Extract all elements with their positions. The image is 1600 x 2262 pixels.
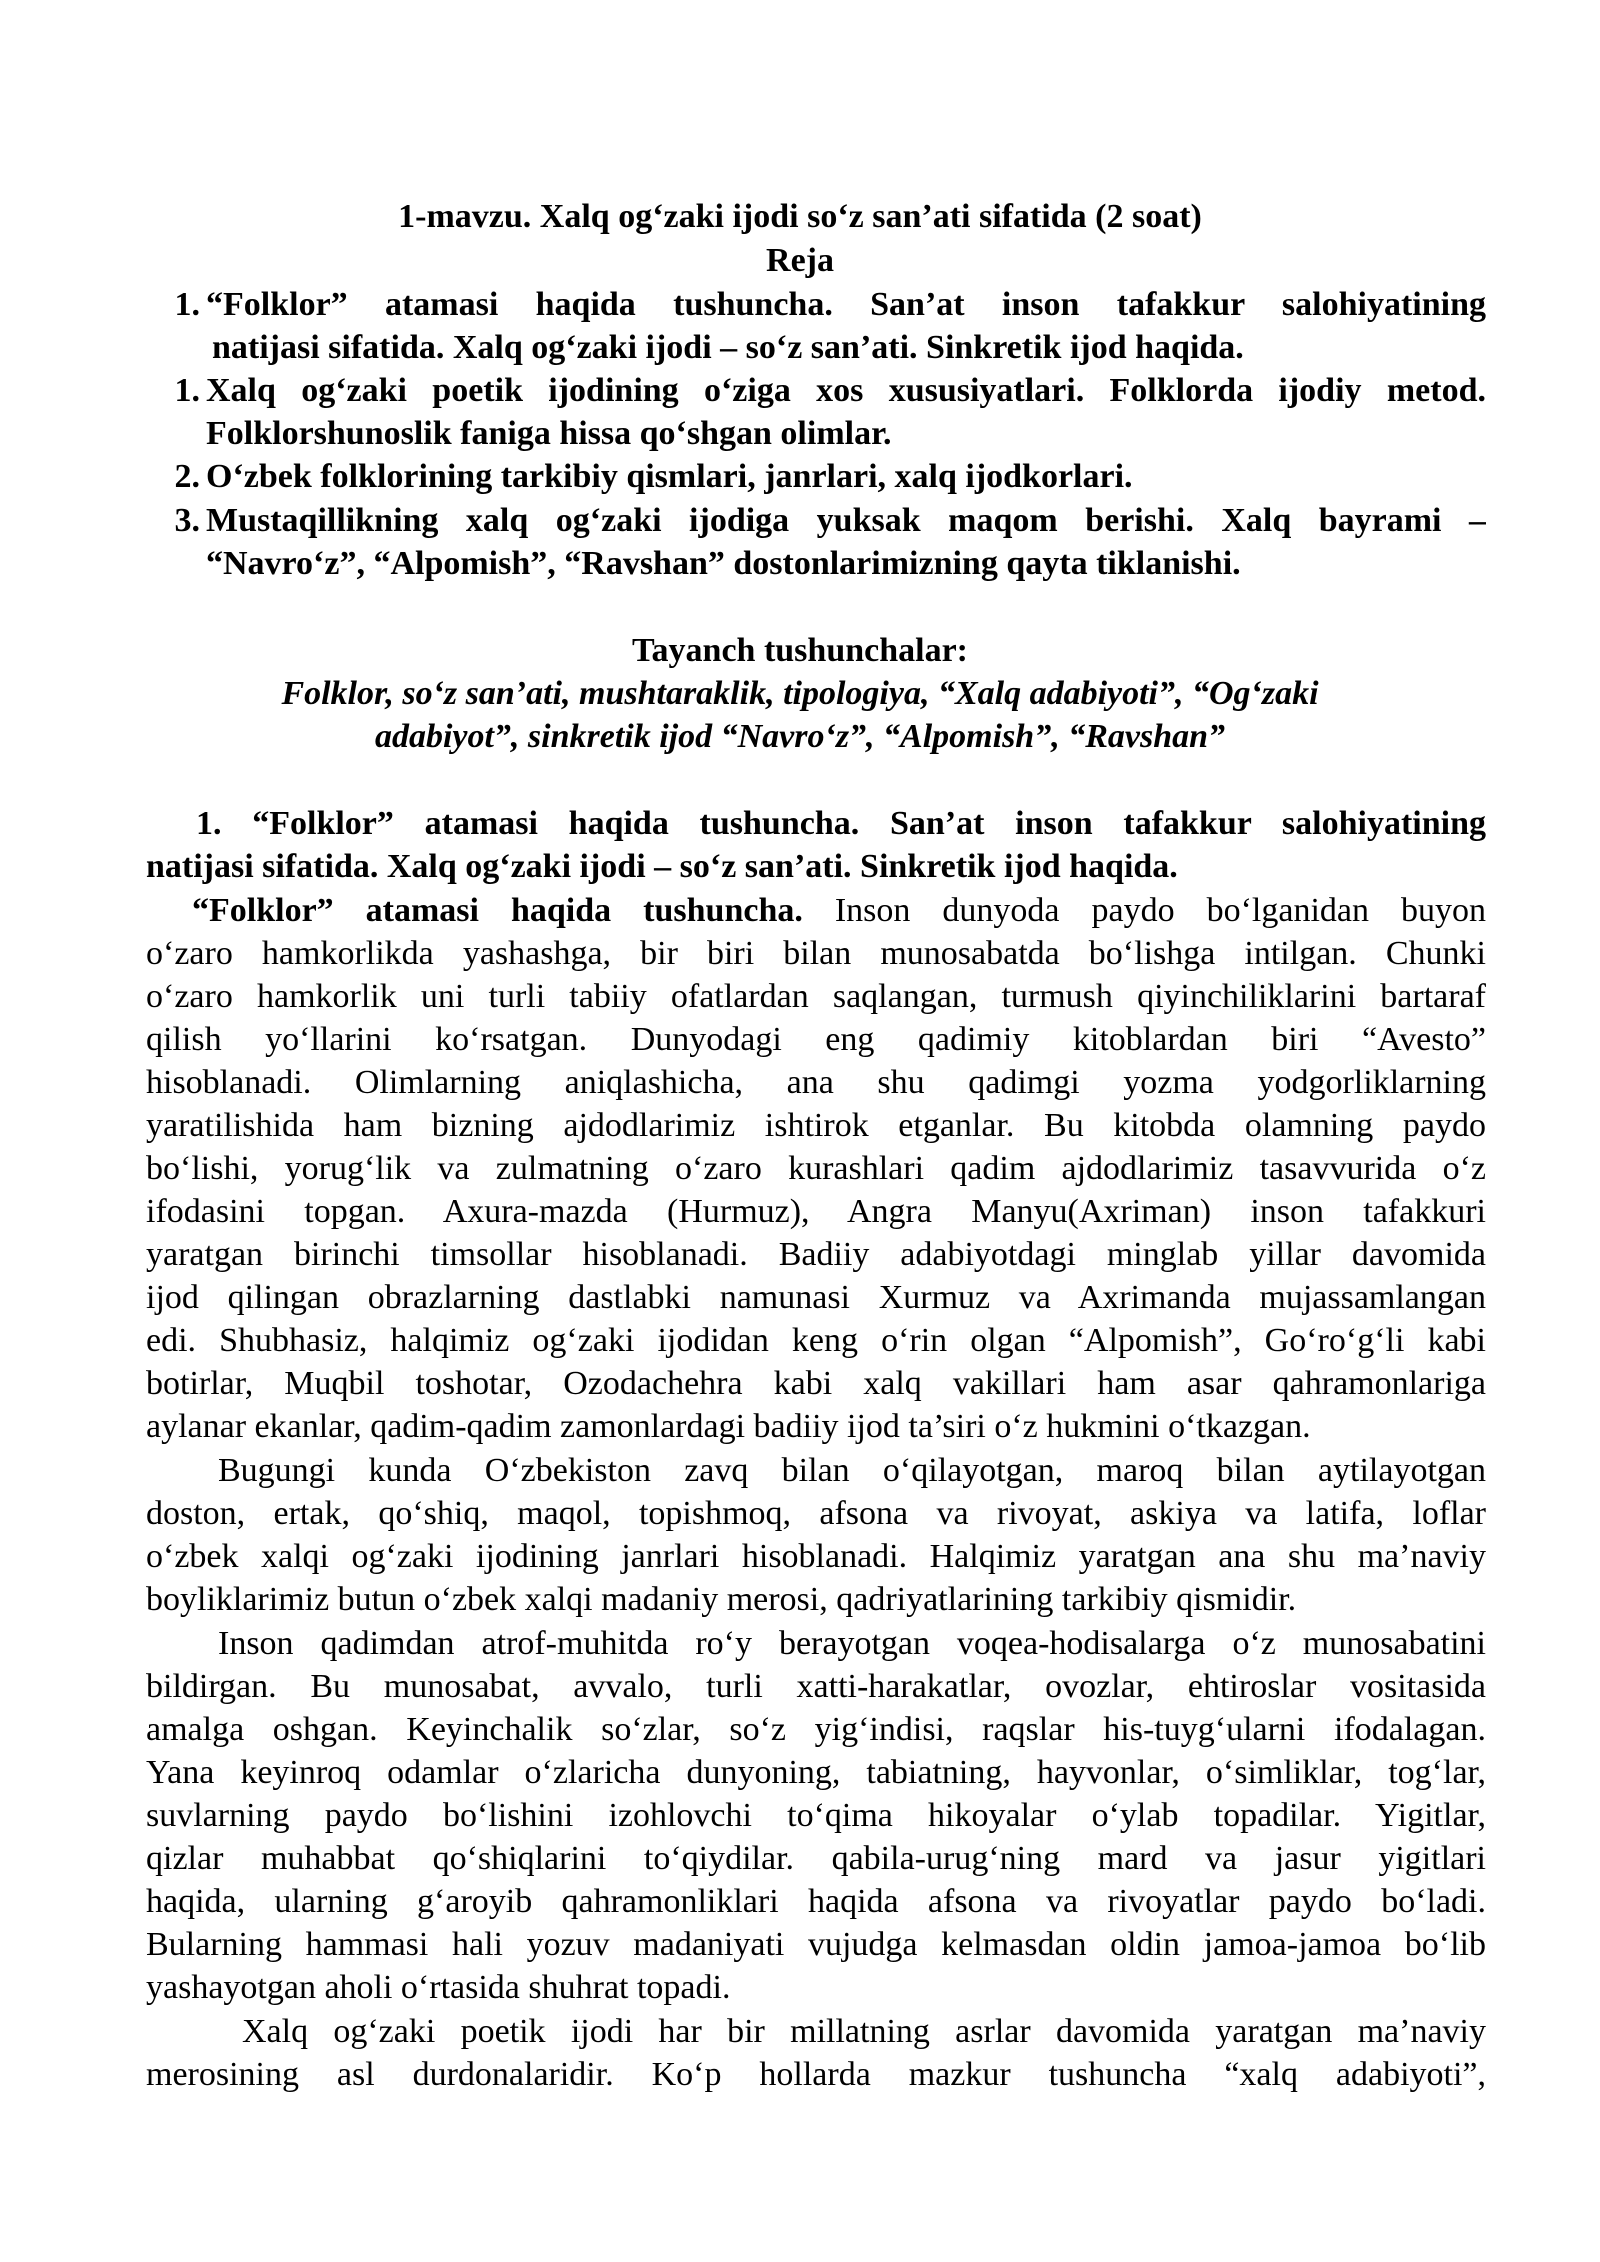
paragraph-line: doston, ertak, qo‘shiq, maqol, topishmoq, afsona va rivoyat, askiya va latifa, loflar [146,1495,1486,1532]
paragraph-line: o‘zaro hamkorlikda yashashga, bir biri bilan munosabatda bo‘lishga intilgan. Chunki [146,935,1486,972]
plan-item-number: 3. [174,502,200,539]
paragraph-line: merosining asl durdonalaridir. Ko‘p hollarda mazkur tushuncha “xalq adabiyoti”, [146,2056,1486,2093]
paragraph-line: o‘zaro hamkorlik uni turli tabiiy ofatlardan saqlangan, turmush qiyinchiliklarini bartaraf [146,978,1486,1015]
paragraph-line: bildirgan. Bu munosabat, avvalo, turli xatti-harakatlar, ovozlar, ehtiroslar vositasida [146,1668,1486,1705]
section-heading-text: “Folklor” atamasi haqida tushuncha. San’at inson tafakkur salohiyatining [252,805,1486,842]
section-number: 1. [196,805,222,842]
paragraph-line: o‘zbek xalqi og‘zaki ijodining janrlari hisoblanadi. Halqimiz yaratgan ana shu ma’naviy [146,1538,1486,1575]
section-heading-line2: natijasi sifatida. Xalq og‘zaki ijodi – so‘z san’ati. Sinkretik ijod haqida. [146,848,1178,885]
paragraph-line: Bugungi kunda O‘zbekiston zavq bilan o‘qilayotgan, maroq bilan aytilayotgan [218,1452,1486,1489]
plan-item-line: “Folklor” atamasi haqida tushuncha. San’at inson tafakkur salohiyatining [206,286,1486,323]
paragraph-line: edi. Shubhasiz, halqimiz og‘zaki ijodidan keng o‘rin olgan “Alpomish”, Go‘ro‘g‘li kabi [146,1322,1486,1359]
paragraph-line: ifodasini topgan. Axura-mazda (Hurmuz), Angra Manyu(Axriman) inson tafakkuri [146,1193,1486,1230]
paragraph-line: suvlarning paydo bo‘lishini izohlovchi to‘qima hikoyalar o‘ylab topadilar. Yigitlar, [146,1797,1486,1834]
plan-item-line: O‘zbek folklorining tarkibiy qismlari, janrlari, xalq ijodkorlari. [206,458,1133,495]
paragraph-line: botirlar, Muqbil toshotar, Ozodachehra kabi xalq vakillari ham asar qahramonlariga [146,1365,1486,1402]
paragraph-line: qizlar muhabbat qo‘shiqlarini to‘qiydilar. qabila-urug‘ning mard va jasur yigitlari [146,1840,1486,1877]
plan-item-number: 2. [174,458,200,495]
paragraph-line: amalga oshgan. Keyinchalik so‘zlar, so‘z yig‘indisi, raqslar his-tuyg‘ularni ifodalagan. [146,1711,1486,1748]
topic-title: 1-mavzu. Xalq og‘zaki ijodi so‘z san’ati sifatida (2 soat) [398,198,1202,235]
plan-item-line: Mustaqillikning xalq og‘zaki ijodiga yuksak maqom berishi. Xalq bayrami – [206,502,1486,539]
key-concepts-line: adabiyot”, sinkretik ijod “Navro‘z”, “Alpomish”, “Ravshan” [374,718,1226,755]
paragraph-line: Yana keyinroq odamlar o‘zlaricha dunyoning, tabiatning, hayvonlar, o‘simliklar, tog‘lar, [146,1754,1486,1791]
paragraph-first-line [192,892,1486,930]
plan-item-line: “Navro‘z”, “Alpomish”, “Ravshan” dostonlarimizning qayta tiklanishi. [206,545,1241,582]
paragraph-last-line: yashayotgan aholi o‘rtasida shuhrat topadi. [146,1969,731,2006]
plan-item-number: 1. [174,286,200,323]
plan-item-number: 1. [174,372,200,409]
plan-item-line: Folklorshunoslik faniga hissa qo‘shgan olimlar. [206,415,892,452]
paragraph-line: bo‘lishi, yorug‘lik va zulmatning o‘zaro kurashlari qadim ajdodlarimiz tasavvurida o‘z [146,1150,1486,1187]
paragraph-last-line: aylanar ekanlar, qadim-qadim zamonlardagi badiiy ijod ta’siri o‘z hukmini o‘tkazgan. [146,1408,1311,1445]
paragraph-line: yaratilishida ham bizning ajdodlarimiz ishtirok etganlar. Bu kitobda olamning paydo [146,1107,1486,1144]
paragraph-line: Inson qadimdan atrof-muhitda ro‘y berayotgan voqea-hodisalarga o‘z munosabatini [218,1625,1486,1662]
section-heading-line1 [196,805,1486,843]
paragraph-line: ijod qilingan obrazlarning dastlabki namunasi Xurmuz va Axrimanda mujassamlangan [146,1279,1486,1316]
paragraph-line: Bularning hammasi hali yozuv madaniyati vujudga kelmasdan oldin jamoa-jamoa bo‘lib [146,1926,1486,1963]
key-concepts-title: Tayanch tushunchalar: [631,632,968,669]
paragraph-line: qilish yo‘llarini ko‘rsatgan. Dunyodagi eng qadimiy kitoblardan biri “Avesto” [146,1021,1486,1058]
key-concepts-line: Folklor, so‘z san’ati, mushtaraklik, tipologiya, “Xalq adabiyoti”, “Og‘zaki [281,675,1319,712]
paragraph-lead-bold: “Folklor” atamasi haqida tushuncha. [192,892,803,929]
plan-item-line: natijasi sifatida. Xalq og‘zaki ijodi – so‘z san’ati. Sinkretik ijod haqida. [212,329,1244,366]
plan-item-line: Xalq og‘zaki poetik ijodining o‘ziga xos xususiyatlari. Folklorda ijodiy metod. [206,372,1486,409]
paragraph-last-line: boyliklarimiz butun o‘zbek xalqi madaniy merosi, qadriyatlarining tarkibiy qismidir. [146,1581,1297,1618]
paragraph-line: haqida, ularning g‘aroyib qahramonliklari haqida afsona va rivoyatlar paydo bo‘ladi. [146,1883,1486,1920]
paragraph-line: yaratgan birinchi timsollar hisoblanadi. Badiiy adabiyotdagi minglab yillar davomida [146,1236,1486,1273]
paragraph-line: hisoblanadi. Olimlarning aniqlashicha, ana shu qadimgi yozma yodgorliklarning [146,1064,1486,1101]
paragraph-lead-text: Inson dunyoda paydo bo‘lganidan buyon [834,892,1486,929]
paragraph-line: Xalq og‘zaki poetik ijodi har bir millatning asrlar davomida yaratgan ma’naviy [242,2013,1486,2050]
plan-heading: Reja [766,242,834,279]
